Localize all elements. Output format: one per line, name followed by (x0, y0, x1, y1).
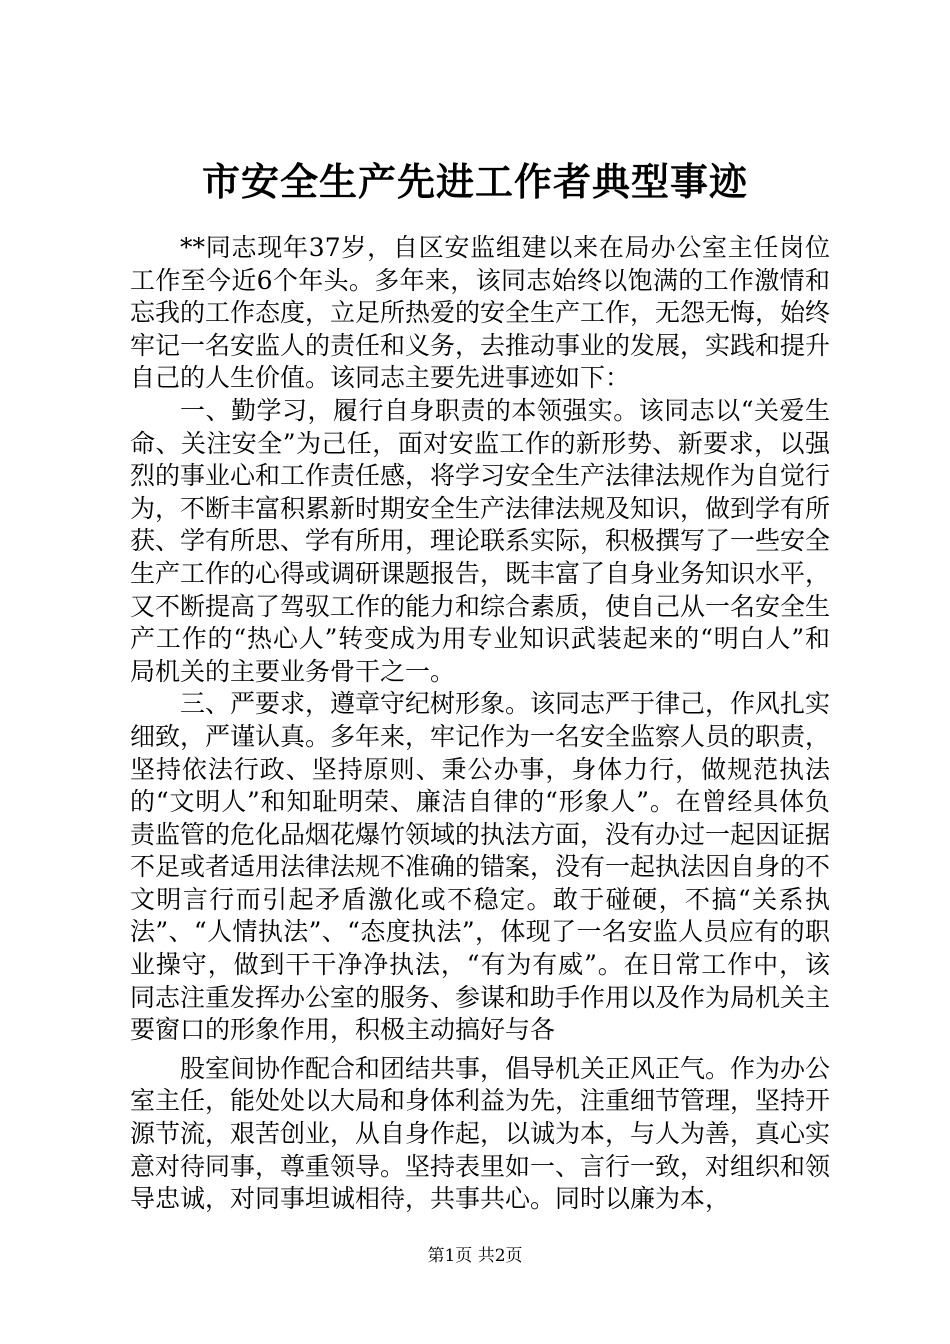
document-body (130, 232, 830, 1216)
paragraph-cooperation: 股室间协作配合和团结共事，倡导机关正风正气。作为办公室主任，能处处以大局和身体利益为先，注重细节管理，坚持开源节流，艰苦创业，从自身作起，以诚为本，与人为善，真心实意对待同事，尊重领导。坚持表里如一、言行一致，对组织和领导忠诚，对同事坦诚相待，共事共心。同时以廉为本， (130, 1053, 831, 1214)
paragraph-intro: **同志现年37岁，自区安监组建以来在局办公室主任岗位工作至今近6个年头。多年来，该同志始终以饱满的工作激情和忘我的工作态度，立足所热爱的安全生产工作，无怨无悔，始终牢记一名安监人的责任和义务，去推动事业的发展，实践和提升自己的人生价值。该同志主要先进事迹如下： (130, 233, 831, 393)
paragraph-study: 一、勤学习，履行自身职责的本领强实。该同志以“关爱生命、关注安全”为己任，面对安监工作的新形势、新要求，以强烈的事业心和工作责任感，将学习安全生产法律法规作为自觉行为，不断丰富积累新时期安全生产法律法规及知识，做到学有所获、学有所思、学有所用，理论联系实际，积极撰写了一些安全生产工作的心得或调研课题报告，既丰富了自身业务知识水平，又不断提高了驾驭工作的能力和综合素质，使自己从一名安全生产工作的“热心人”转变成为用专业知识武装起来的“明白人”和局机关的主要业务骨干之一。 (130, 395, 831, 686)
document-title: 市安全生产先进工作者典型事迹 (201, 159, 748, 204)
page-number-footer: 第1页 共2页 (427, 1246, 523, 1266)
paragraph-discipline: 三、严要求，遵章守纪树形象。该同志严于律己，作风扎实细致，严谨认真。多年来，牢记作为一名安全监察人员的职责，坚持依法行政、坚持原则、秉公办事，身体力行，做规范执法的“文明人”和知耻明荣、廉洁自律的“形象人”。在曾经具体负责监管的危化品烟花爆竹领域的执法方面，没有办过一起因证据不足或者适用法律法规不准确的错案，没有一起执法因自身的不文明言行而引起矛盾激化或不稳定。敢于碰硬，不搞“关系执法”、“人情执法”、“态度执法”，体现了一名安监人员应有的职业操守，做到干干净净执法，“有为有威”。在日常工作中，该同志注重发挥办公室的服务、参谋和助手作用以及作为局机关主要窗口的形象作用，积极主动搞好与各 (130, 689, 831, 1045)
